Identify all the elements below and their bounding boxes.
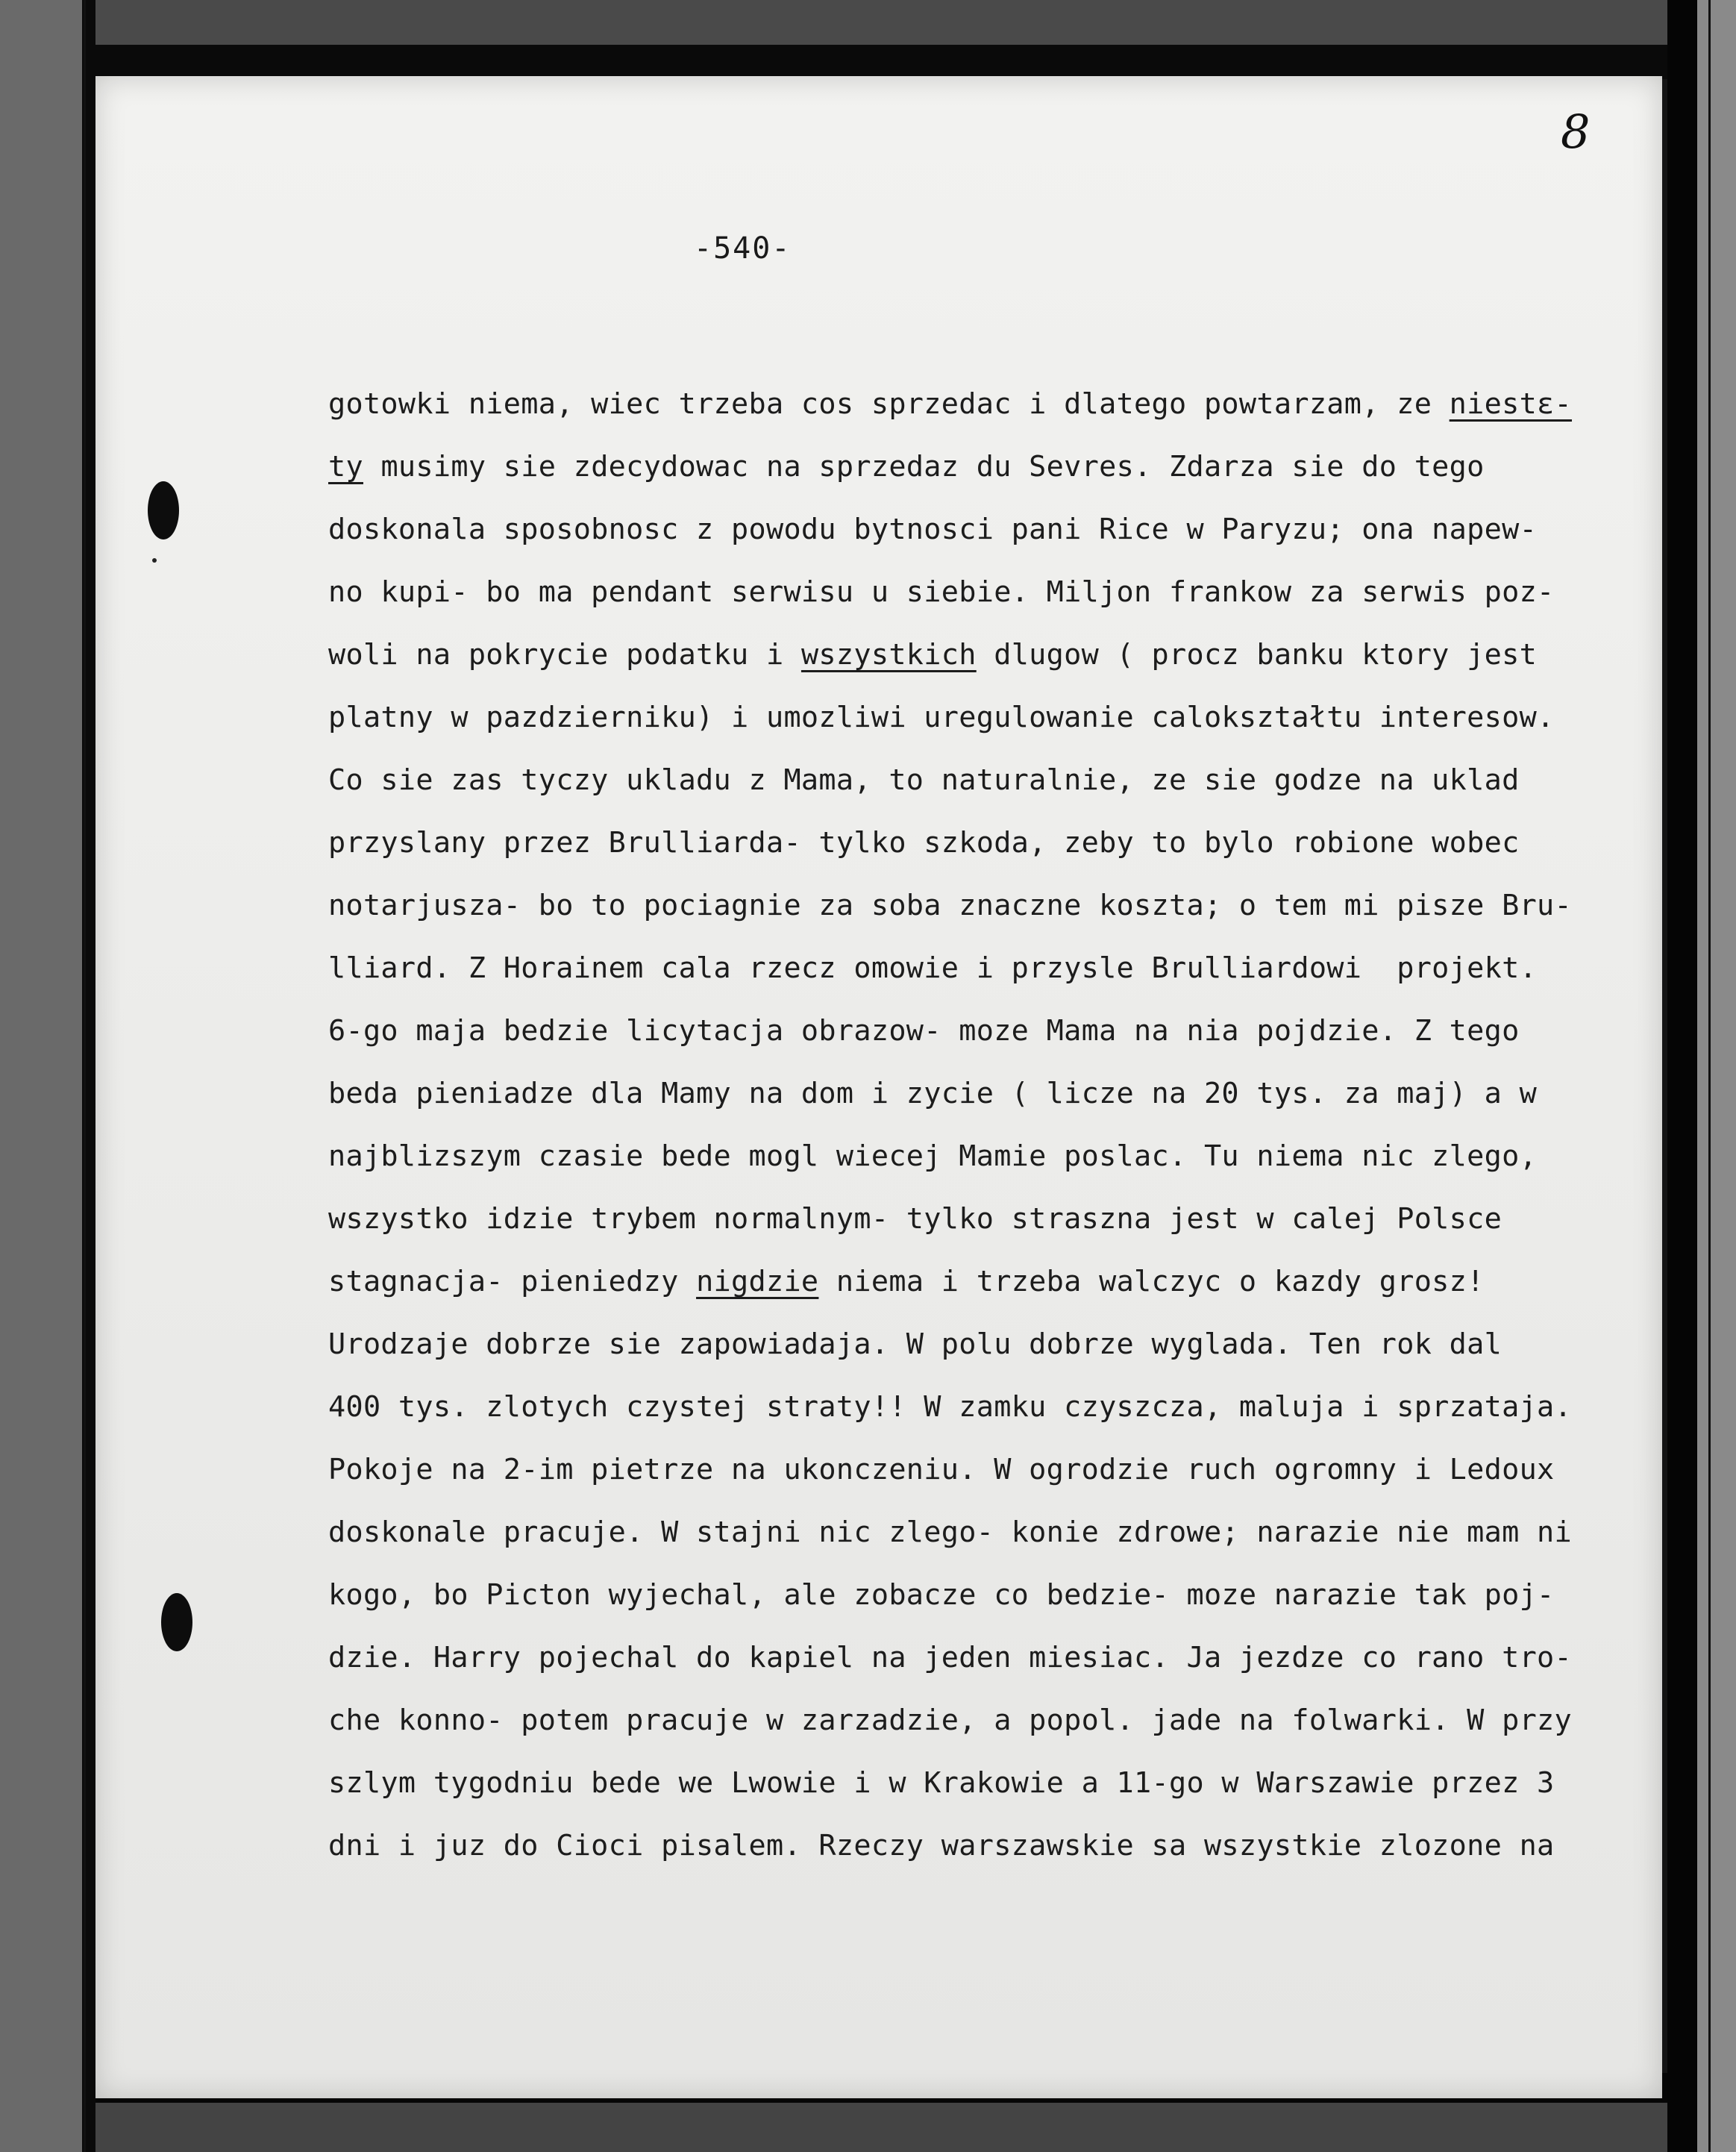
text-line-14: wszystko idzie trybem normalnym- tylko straszna jest w calej Polsce	[328, 1202, 1502, 1236]
scan-border-top-shadow	[90, 45, 1679, 79]
page-number: -540-	[694, 231, 792, 266]
text-line-3: doskonala sposobnosc z powodu bytnosci pani Rice w Paryzu; ona napew-	[328, 513, 1538, 546]
text-line-2: ty musimy sie zdecydowac na sprzedaz du Sevres. Zdarza sie do tego	[328, 450, 1485, 484]
text-line-23: szlym tygodniu bede we Lwowie i w Krakowie a 11-go w Warszawie przez 3	[328, 1766, 1555, 1800]
underlined-word: ty	[328, 450, 363, 484]
text-line-7: Co sie zas tyczy ukladu z Mama, to naturalnie, ze sie godze na uklad	[328, 763, 1520, 797]
scan-border-left	[0, 0, 88, 2152]
scan-edge-line-left	[84, 0, 86, 2152]
folio-mark: 8	[1561, 104, 1591, 159]
text-line-15: stagnacja- pieniedzy nigdzie niema i trzeba walczyc o kazdy grosz!	[328, 1265, 1485, 1298]
scan-border-right-shadow	[1667, 0, 1697, 2152]
paper-speck	[152, 558, 157, 563]
text-line-13: najblizszym czasie bede mogl wiecej Mamie poslac. Tu niema nic zlego,	[328, 1139, 1538, 1173]
text-line-1: gotowki niema, wiec trzeba cos sprzedac i dlatego powtarzam, ze niestε-	[328, 387, 1573, 421]
text-line-18: Pokoje na 2-im pietrze na ukonczeniu. W ogrodzie ruch ogromny i Ledoux	[328, 1453, 1555, 1486]
letter-body	[328, 373, 1671, 1877]
underlined-word: niestε-	[1449, 387, 1573, 421]
underlined-word: nigdzie	[696, 1265, 819, 1298]
punch-hole-bottom	[161, 1593, 192, 1651]
text-line-17: 400 tys. zlotych czystej straty!! W zamku czyszcza, maluja i sprzataja.	[328, 1390, 1573, 1424]
text-line-4: no kupi- bo ma pendant serwisu u siebie. Miljon frankow za serwis poz-	[328, 575, 1555, 609]
text-line-19: doskonale pracuje. W stajni nic zlego- konie zdrowe; narazie nie mam ni	[328, 1516, 1573, 1549]
text-line-21: dzie. Harry pojechal do kapiel na jeden miesiac. Ja jezdze co rano tro-	[328, 1641, 1573, 1674]
text-line-6: platny w pazdzierniku) i umozliwi uregulowanie calokształtu interesow.	[328, 701, 1555, 734]
text-line-11: 6-go maja bedzie licytacja obrazow- moze Mama na nia pojdzie. Z tego	[328, 1014, 1520, 1048]
text-line-12: beda pieniadze dla Mamy na dom i zycie ( licze na 20 tys. za maj) a w	[328, 1077, 1538, 1110]
text-line-8: przyslany przez Brulliarda- tylko szkoda, zeby to bylo robione wobec	[328, 826, 1520, 860]
text-line-9: notarjusza- bo to pociagnie za soba znaczne koszta; o tem mi pisze Bru-	[328, 889, 1573, 922]
scan-edge-line-right	[1708, 0, 1711, 2152]
text-line-5: woli na pokrycie podatku i wszystkich dlugow ( procz banku ktory jest	[328, 638, 1538, 672]
text-line-10: lliard. Z Horainem cala rzecz omowie i przysle Brulliardowi projekt.	[328, 951, 1538, 985]
text-line-20: kogo, bo Picton wyjechal, ale zobacze co bedzie- moze narazie tak poj-	[328, 1578, 1555, 1612]
underlined-word: wszystkich	[800, 638, 977, 672]
text-line-22: che konno- potem pracuje w zarzadzie, a popol. jade na folwarki. W przy	[328, 1704, 1573, 1737]
text-line-16: Urodzaje dobrze sie zapowiadaja. W polu dobrze wyglada. Ten rok dal	[328, 1327, 1502, 1361]
text-line-24: dni i juz do Cioci pisalem. Rzeczy warszawskie sa wszystkie zlozone na	[328, 1829, 1555, 1862]
punch-hole-top	[148, 481, 179, 539]
